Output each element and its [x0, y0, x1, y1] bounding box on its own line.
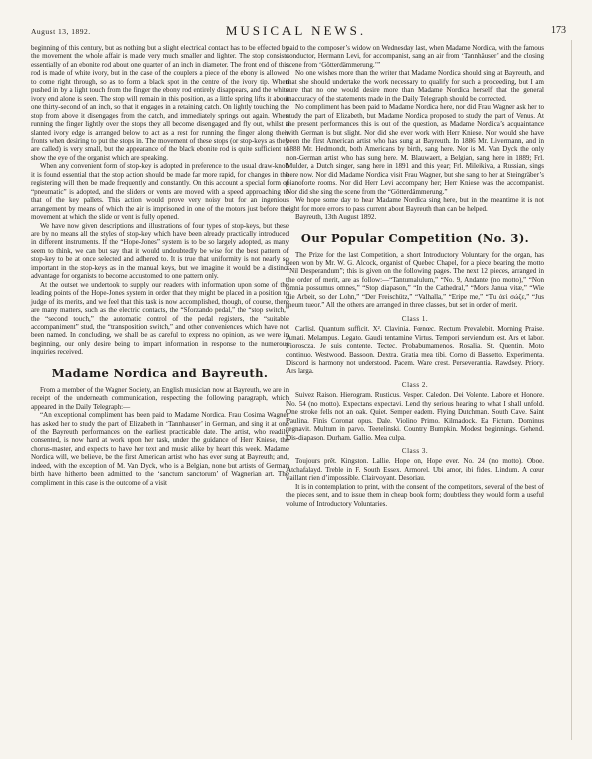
article-heading-nordica: Madame Nordica and Bayreuth.	[51, 365, 269, 380]
article-paragraph: It is in contemplation to print, with the consent of the competitors, several of the best of the pieces sent, and to issue them in cheap book form; doubtless they would form a useful volume of Introductory Voluntaries.	[286, 482, 544, 508]
quoted-paragraph: paid to the composer’s widow on Wednesday last, when Madame Nordica, with the famous conductor, Hermann Levi, for accompanist, sang an air from ‘Tannhäuser’ and the closing scene from ‘Götterdämmerung.’”	[286, 44, 544, 69]
article-paragraph: We hope some day to hear Madame Nordica sing here, but in the meantime it is not right for more errors to pass current about Bayreuth than can be helped.	[286, 196, 544, 213]
dateline-signature: Bayreuth, 13th August 1892.	[295, 213, 377, 222]
masthead-title: MUSICAL NEWS.	[225, 23, 367, 38]
class-list: Toujours prêt. Kingston. Lallie. Hope on, Hope ever. No. 24 (no motto). Oboe. Atchafalayd. Treble in F. South Essex. Armorel. Ubi amor, ibi fides. Lindum. A cœur vaillant rien d’impossible. Clairvoyant. Desoriau.	[286, 457, 544, 483]
article-paragraph: No compliment has been paid to Madame Nordica here, nor did Frau Wagner ask her to study the part of Elizabeth, but Madame Nordica proposed to study the part of Venus. At the present performances this is out of the question, as Madame Nordica’s acquaintance with German is but slight. Nor did she ever work with Herr Kniese. Nor would she have been the first American artist who has sung at Bayreuth. In 1886 Mr. Livermann, and in 1888 Mr. Hedmondt, both Americans by birth, sang here. Nor is M. Van Dyck the only non-German artist who has sung here. M. Blauwaert, a Belgian, sang here in 1889; Frl. Mulder, a Dutch singer, sang here in 1891 and this year; Frl. Mileikiva, a Russian, sings here now. Nor did Madame Nordica visit Frau Wagner, but she sang to her at Steingräber’s pianoforte rooms. Nor did Herr Levi accompany her; Herr Kniese was the accompanist. Nor did she sing the scene from the “Götterdämmerung.”	[286, 103, 544, 196]
class-list: Suivez Raison. Hierogram. Rusticus. Vesper. Caledon. Dei Volente. Labore et Honore. No. 54 (no motto). Expectans expectavi. Lend thy serious hearing to what I shall unfold. One stroke fells not an oak. Quiet. Semper eadem. Flying Dutchman. South Cave. Saint Paulina. Finis Coronat opus. Dale. Violino Primo. Kilmadock. Ea Fictum. Dominus regnavit. Multum in parvo. Teetelinski. Country Bumpkin. Modest beginnings. Gehend. Dis-diapason. Durham. Gallio. Mea culpa.	[286, 391, 544, 442]
quoted-paragraph: “An exceptional compliment has been paid to Madame Nordica. Frau Cosima Wagner has asked her to study the part of Elizabeth in ‘Tannhauser’ in German, and sing it at one of the Bayreuth performances on the earliest practicable date. The artist, who readily consented, is now hard at work upon her task, under the guidance of Herr Kniese, the chorus-master, and expects to have her text and music alike by heart this week. Madame Nordica will, we believe, be the first American artist who has ever sung at Bayreuth; and, indeed, with the exception of M. Van Dyck, who is a Belgian, none but artists of German birth have hitherto been admitted to the ‘sanctum sanctorum’ of Wagnerian art. The compliment in this case is the outcome of a visit	[31, 411, 289, 487]
article-heading-competition: Our Popular Competition (No. 3).	[300, 230, 530, 245]
page-edge-rule	[571, 40, 572, 740]
article-paragraph: From a member of the Wagner Society, an English musician now at Bayreuth, we are in receipt of the underneath communication, respecting the following paragraph, which appeared in the Daily Telegraph:—	[31, 385, 289, 411]
class-list: Carlisl. Quantum sufficit. X². Clavinia. Fœnœc. Rectum Prevalebit. Morning Praise. Amati. Melampus. Legato. Gaudi tentamine Virtus. Tempori serviendum est. Ars et labor. Fioroscza. Je suis contente. Tectec. Probabumamenos. Rosalia. St. Quentin. Moto continuo. Westwood. Bassoon. Dextra. Gratia mea tibi. Corno di Bassetto. Experimenta. Discord is harmony not understood. Pacem. Ware crest. Perseverantia. Rawdsey. Priory. Ars larga.	[286, 325, 544, 376]
article-paragraph: beginning of this century, but as nothing but a slight electrical contact has to be effected by the movement the whole affair is made very much smaller and lighter. The stop consists essentially of an ebonite rod about one quarter of an inch in diameter. The front end of this rod is made of white ivory, but in the case of the couplers a piece of the ebony is allowed to come right through, so as to form a black spot in the centre of the ivory tip. When pushed in by a light touch from the finger the ebony rod entirely disappears, and the white ivory end alone is seen. The stop will remain in this position, as a little spring lifts it about one thirty-second of an inch, so that it engages in a retaining catch. On lightly touching the stop from above it disengages from the catch, and immediately springs out again. When running the finger lightly over the stops they all become disengaged and fly out, whilst a slanted ivory edge is arranged below to act as a rest for running the finger along their fronts when desiring to put the stops in. The movement of these stops (or stop-keys as they are called) is very small, but the appearance of the black ebonite rod is quite sufficient to show the eye of the organist which are speaking.	[31, 44, 289, 162]
article-paragraph: No one wishes more than the writer that Madame Nordica should sing at Bayreuth, and that she should undertake the work necessary to qualify for such a proceeding, but I am sure that no one would desire more than Madame Nordica herself that the general inaccuracy of the statements made in the Daily Telegraph should be corrected.	[286, 69, 544, 103]
class-heading: Class 1.	[401, 314, 429, 323]
right-column	[286, 44, 544, 508]
issue-date: August 13, 1892.	[31, 27, 91, 36]
article-paragraph: At the outset we undertook to supply our readers with information upon some of the leading points of the Hope-Jones system in order that they might be placed in a position to judge of its merits, and we feel that this task is now accomplished, though, of course, there are many matters, such as the electric contacts, the “Sforzando pedal,” the “stop switch,” the “second touch,” the automatic control of the pedal registers, the “suitable accompaniment” stud, the “transposition switch,” and other conveniences which have not been named. In concluding, we shall be as careful to express no opinion, as we were in beginning, our only desire being to impart information in response to the numerous inquiries received.	[31, 280, 289, 357]
class-heading: Class 2.	[401, 380, 429, 389]
class-heading: Class 3.	[401, 447, 429, 456]
article-paragraph: We have now given descriptions and illustrations of four types of stop-keys, but these are by no means all the styles of stop-key which have been already practically introduced in different instruments. If the “Hope-Jones” system is to be so largely adopted, as many seem to think, we can but say that it would undoubtedly be wise for the best pattern of stop-key to be at once selected and adhered to. It is true that uniformity is not nearly so important in the stop-keys as in the manual keys, but we imagine it would be a distinct advantage for organists to become accustomed to one pattern only.	[31, 221, 289, 281]
left-column	[31, 44, 289, 487]
article-paragraph: The Prize for the last Competition, a short Introductory Voluntary for the organ, has been won by Mr. W. G. Alcock, organist of Quebec Chapel, for a piece bearing the motto “Nil Desperandum”; this is given on the following pages. The next 12 pieces, arranged in the order of merit, are as follow:—“Tantumalulum,” “No. 9, Andante (no motto),” “Non omnia possumus omnes,” “Stop diapason,” “In the Cathedral,” “Mors Janua vitæ,” “Wie die Arbeit, so der Lohn,” “Der Freischütz,” “Valhalla,” “Eripe me,” “Tu ἀεὶ σώζε,” “Jus meum tueor.” All the others are arranged in three classes, but set in order of merit.	[286, 250, 544, 310]
page-number: 173	[551, 25, 566, 36]
article-paragraph: When any convenient form of stop-key is adopted in preference to the usual draw-knob it is found essential that the stop action should be made far more rapid, for changes in the registering will then be made frequently and constantly. On this account a special form of “pneumatic” is adopted, and the sliders or vents are moved with a speed approaching to that of the key pallets. This action would prove very noisy but for an ingenious arrangement by means of which the air is imprisoned in one of the motors just before the movement at which the slide or vent is fully opened.	[31, 162, 289, 222]
